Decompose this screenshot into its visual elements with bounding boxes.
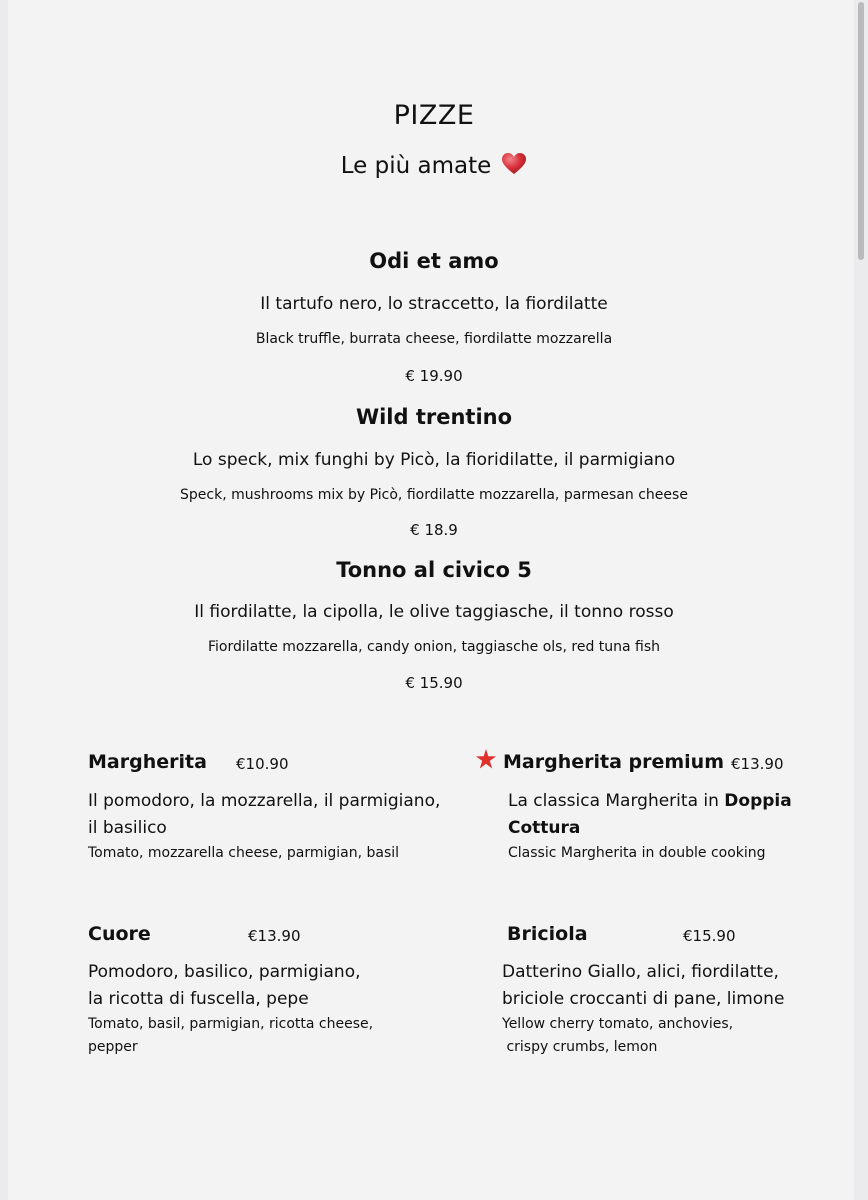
featured-name-odi-et-amo: Odi et amo xyxy=(369,249,499,273)
star-icon xyxy=(475,748,497,774)
featured-desc-en: Speck, mushrooms mix by Picò, fiordilatte mozzarella, parmesan cheese xyxy=(180,487,688,503)
menu-title: PIZZE xyxy=(393,100,475,131)
featured-price: € 19.90 xyxy=(405,367,463,385)
pizza-desc-en-line: Tomato, basil, parmigian, ricotta cheese, xyxy=(88,1016,374,1032)
featured-desc-it: Il tartufo nero, lo straccetto, la fiordilatte xyxy=(260,294,608,314)
menu-subtitle xyxy=(0,152,868,182)
pizza-name-briciola: Briciola xyxy=(507,923,588,945)
pizza-desc-it-line: Il pomodoro, la mozzarella, il parmigiano, xyxy=(88,791,441,811)
pizza-name-margherita: Margherita xyxy=(88,751,207,773)
pizza-desc-en-line: Yellow cherry tomato, anchovies, xyxy=(502,1016,734,1032)
pizza-desc-it-line: Cottura xyxy=(508,818,581,838)
heart-icon xyxy=(501,152,527,182)
desc-bold-text: Doppia xyxy=(724,791,792,811)
pizza-price-cuore: €13.90 xyxy=(248,927,301,945)
featured-name-tonno-al-civico-5: Tonno al civico 5 xyxy=(336,558,532,582)
featured-price: € 15.90 xyxy=(405,674,463,692)
pizza-desc-en-line: Classic Margherita in double cooking xyxy=(508,845,766,861)
featured-desc-en: Fiordilatte mozzarella, candy onion, taggiasche ols, red tuna fish xyxy=(207,639,661,655)
pizza-price-margherita-premium: €13.90 xyxy=(731,755,784,773)
featured-desc-it: Il fiordilatte, la cipolla, le olive taggiasche, il tonno rosso xyxy=(194,602,674,622)
featured-desc-it: Lo speck, mix funghi by Picò, la fioridilatte, il parmigiano xyxy=(192,450,676,470)
pizza-desc-en-line: Tomato, mozzarella cheese, parmigian, basil xyxy=(88,845,400,861)
pizza-name-cuore: Cuore xyxy=(88,923,151,945)
pizza-desc-it-line: Datterino Giallo, alici, fiordilatte, xyxy=(502,962,779,982)
featured-price: € 18.9 xyxy=(410,521,458,539)
subtitle-text: Le più amate xyxy=(340,153,492,179)
desc-text: La classica Margherita in xyxy=(508,791,725,811)
pizza-desc-en-line: pepper xyxy=(88,1039,138,1055)
pizza-name-margherita-premium: Margherita premium xyxy=(503,751,725,773)
pizza-desc-en-line: crispy crumbs, lemon xyxy=(502,1039,658,1055)
pizza-desc-it-line: briciole croccanti di pane, limone xyxy=(502,989,785,1009)
pizza-price-briciola: €15.90 xyxy=(683,927,736,945)
pizza-price-margherita: €10.90 xyxy=(236,755,289,773)
pizza-desc-it-line: Pomodoro, basilico, parmigiano, xyxy=(88,962,361,982)
pizza-desc-it-line xyxy=(508,788,792,815)
featured-name-wild-trentino: Wild trentino xyxy=(355,405,513,429)
featured-desc-en: Black truffle, burrata cheese, fiordilatte mozzarella xyxy=(255,331,613,347)
scrollbar-thumb[interactable] xyxy=(858,2,864,260)
pizza-desc-it-line: il basilico xyxy=(88,818,167,838)
pizza-desc-it-line: la ricotta di fuscella, pepe xyxy=(88,989,309,1009)
